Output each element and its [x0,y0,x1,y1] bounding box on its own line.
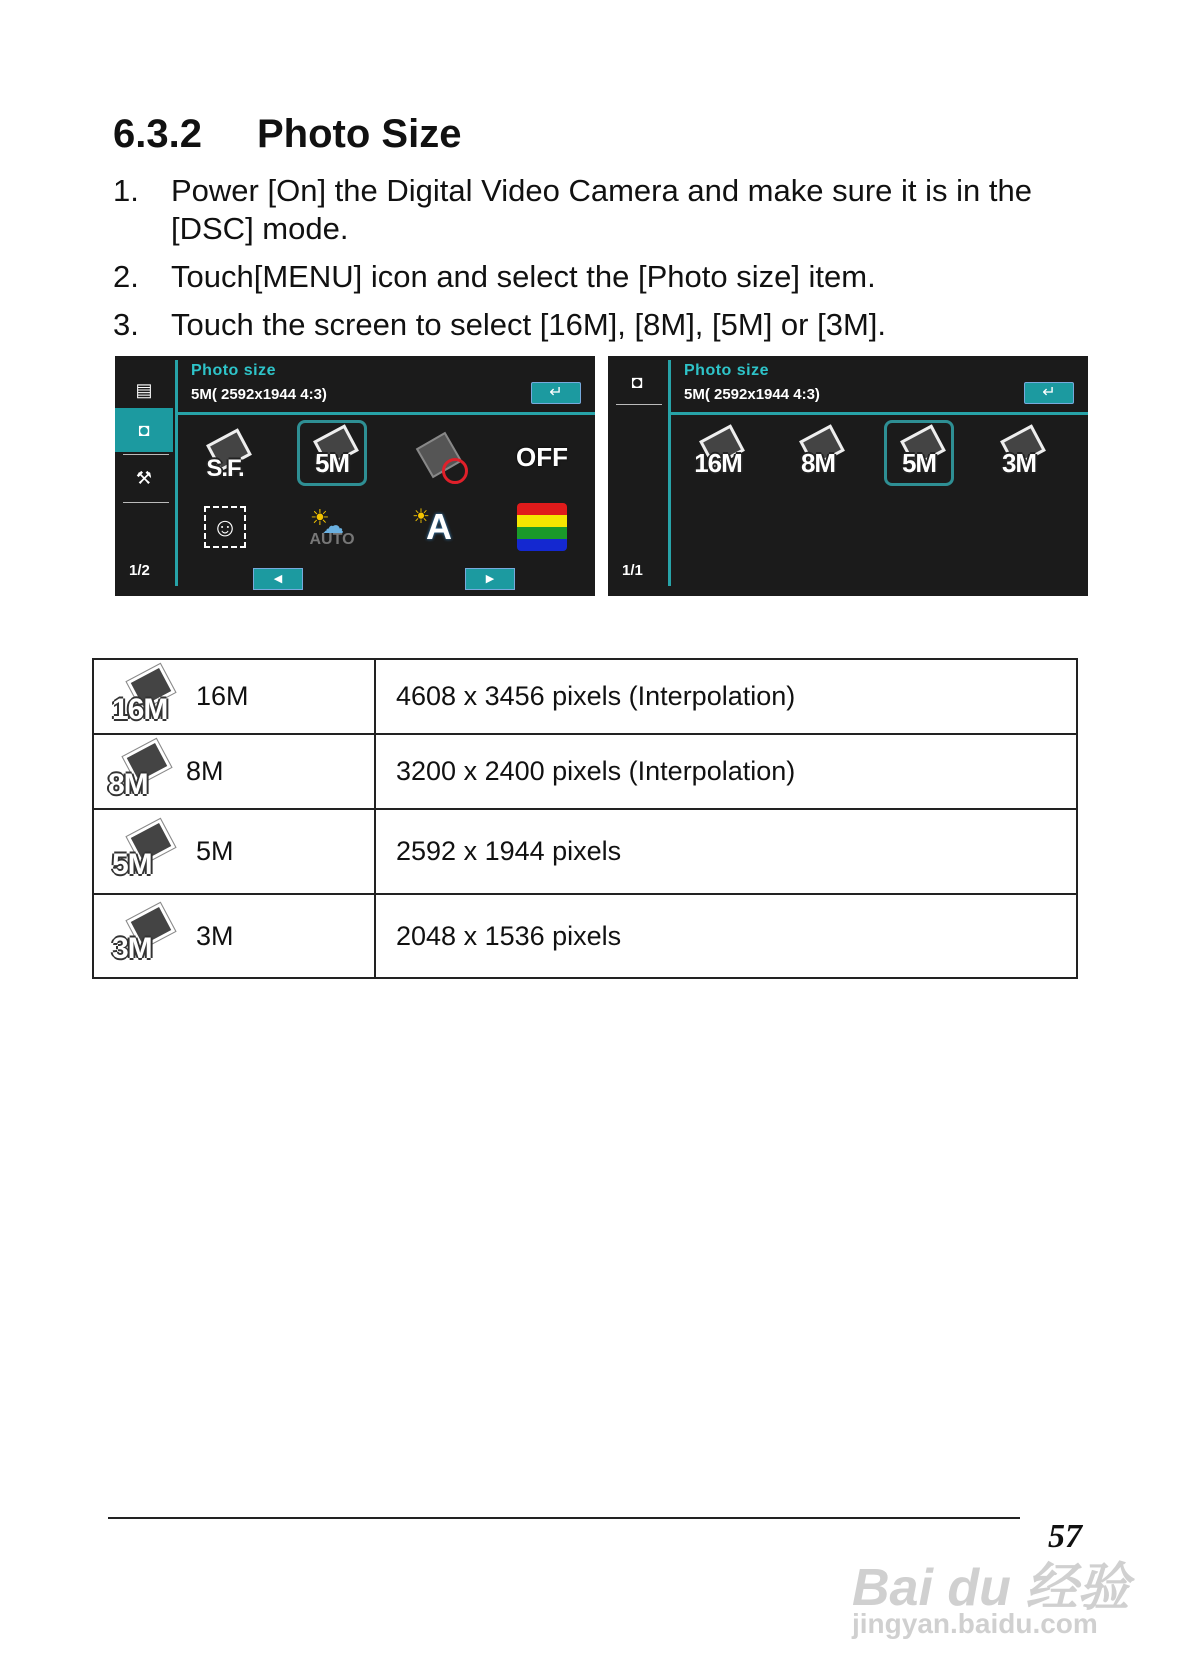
color-effect-option[interactable] [507,494,577,560]
camera-screen-menu [115,356,595,596]
section-title: Photo Size [257,112,462,156]
size-8m-option[interactable] [783,420,853,486]
page-indicator: 1/1 [622,562,643,579]
resolution-16m-icon: 16M [112,667,184,727]
table-row [93,809,1077,894]
menu-list-icon[interactable]: ▤ [135,380,153,400]
table-row [93,659,1077,734]
step-item [113,258,1093,296]
review-off-icon: OFF [516,441,568,472]
resolution-5m-icon: 5M [300,425,364,481]
step-number: 2. [113,259,139,294]
step-number: 3. [113,307,139,342]
section-heading [113,112,461,157]
divider [175,360,178,586]
size-name: 8M [186,756,224,786]
face-icon: ☺ [204,506,246,548]
resolution-3m-icon: 3M [112,906,184,966]
instruction-steps [113,172,1093,354]
next-page-button[interactable]: ▶ [465,568,515,590]
page-number: 57 [1048,1518,1082,1555]
step-text: Touch[MENU] icon and select the [Photo size] item. [171,259,876,294]
review-off-option[interactable] [507,424,577,490]
size-cell [93,809,375,894]
no-flash-option[interactable] [405,424,475,490]
size-description: 4608 x 3456 pixels (Interpolation) [375,659,1077,734]
resolution-5m-icon: 5M [112,822,184,882]
resolution-8m-icon: 8M [786,425,850,481]
face-detection-option[interactable] [190,494,260,560]
menu-current-value: 5M( 2592x1944 4:3) [191,386,327,403]
size-3m-option[interactable] [984,420,1054,486]
size-description: 3200 x 2400 pixels (Interpolation) [375,734,1077,809]
step-number: 1. [113,173,139,208]
scene-option[interactable] [405,494,475,560]
section-number: 6.3.2 [113,112,202,156]
divider [616,404,662,405]
auto-white-balance-icon: ☀ ☁ AUTO [309,505,355,548]
camera-icon: ◘ [631,372,643,392]
menu-title: Photo size [191,362,277,379]
step-text: Touch the screen to select [16M], [8M], [5M] or [3M]. [171,307,887,342]
baidu-watermark-logo: Bai du 经验 [852,1559,1130,1617]
stabilizer-option[interactable] [190,424,260,490]
scene-auto-icon: ☀ A [412,506,452,547]
step-text: Power [On] the Digital Video Camera and make sure it is in the [DSC] mode. [171,173,1032,246]
table-row [93,894,1077,978]
size-cell [93,659,375,734]
divider [123,454,169,455]
step-item [113,172,1093,248]
size-name: 3M [196,920,234,951]
page-indicator: 1/2 [129,562,150,579]
divider [671,412,1088,415]
photo-size-option[interactable] [297,420,367,486]
divider [668,360,671,586]
resolution-16m-icon: 16M [686,425,750,481]
previous-page-button[interactable]: ◀ [253,568,303,590]
size-name: 16M [196,681,249,711]
size-description: 2592 x 1944 pixels [375,809,1077,894]
color-bars-icon [517,503,567,551]
resolution-3m-icon: 3M [987,425,1051,481]
baidu-watermark-url: jingyan.baidu.com [852,1608,1098,1639]
divider [178,412,595,415]
flash-off-icon [412,432,468,482]
size-16m-option[interactable] [683,420,753,486]
back-button[interactable]: ↵ [1024,382,1074,404]
size-cell [93,734,375,809]
menu-current-value: 5M( 2592x1944 4:3) [684,386,820,403]
divider [123,502,169,503]
footer-rule [108,1517,1020,1519]
size-name: 5M [196,836,234,866]
table-row [93,734,1077,809]
resolution-5m-icon: 5M [887,425,951,481]
white-balance-option[interactable] [297,494,367,560]
camera-tab-icon[interactable]: ◘ [115,408,173,452]
setup-wrench-icon[interactable]: ⚒ [135,468,153,488]
size-5m-option[interactable] [884,420,954,486]
menu-title: Photo size [684,362,770,379]
camera-screen-photo-size [608,356,1088,596]
step-item [113,306,1093,344]
size-description: 2048 x 1536 pixels [375,894,1077,978]
photo-size-table [92,658,1078,979]
resolution-8m-icon: 8M [108,742,174,802]
stabilizer-icon: S.F. [193,429,257,485]
back-button[interactable]: ↵ [531,382,581,404]
size-cell [93,894,375,978]
